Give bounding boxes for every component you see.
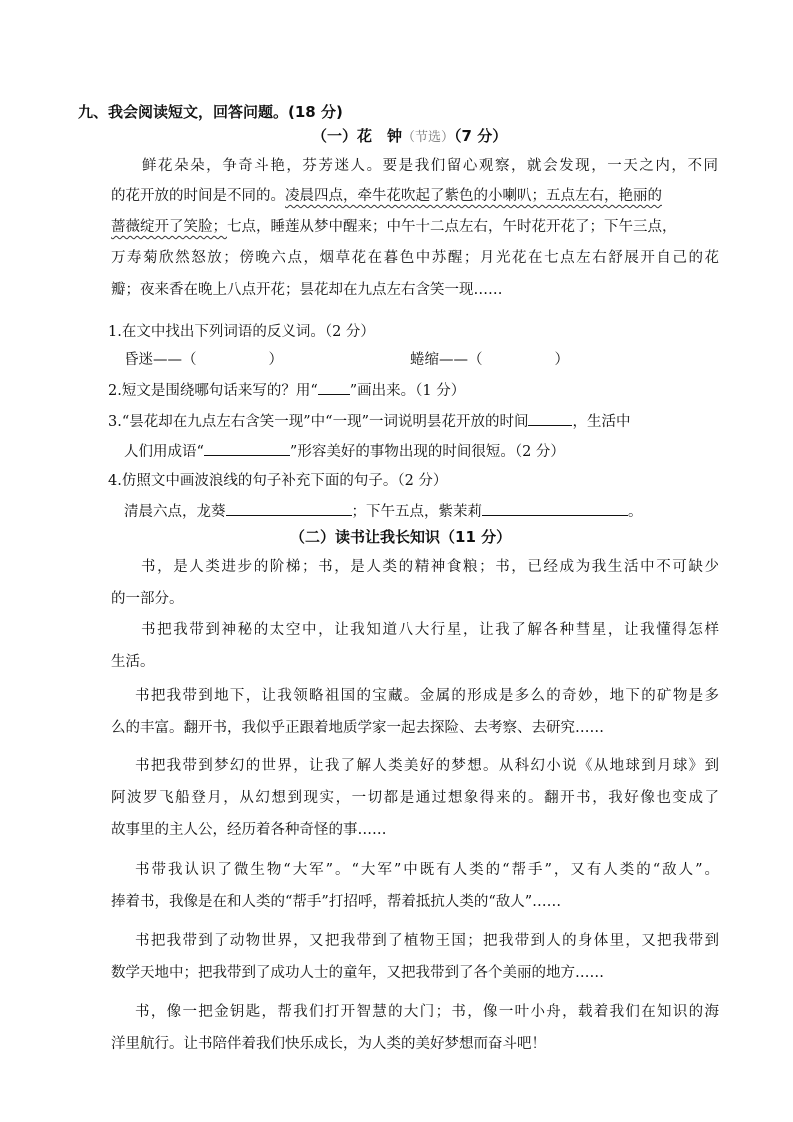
p2-para6-line1: 书把我带到了动物世界，又把我带到了植物王国；把我带到人的身体里，又把我带到 xyxy=(135,933,719,949)
p2-para4-line3: 故事里的主人公，经历着各种奇怪的事…… xyxy=(111,822,387,838)
part1-title-main: （一）花 钟 xyxy=(312,127,403,145)
p2-para3-line1: 书把我带到地下，让我领略祖国的宝藏。金属的形成是多么的奇妙，地下的矿物是多 xyxy=(135,688,719,704)
q1-item2-close: ） xyxy=(554,352,569,368)
q2-text-after: ”画出来。（1 分） xyxy=(349,383,466,399)
q3-text-before: 3.“昙花却在九点左右含笑一现”中“一现”一词说明昙花开放的时间 xyxy=(108,414,529,430)
question-3-line1 xyxy=(108,411,630,432)
q3-answer-blank-1[interactable] xyxy=(528,411,572,426)
p2-para7-line1: 书，像一把金钥匙，帮我们打开智慧的大门；书，像一叶小舟，载着我们在知识的海 xyxy=(135,1004,719,1020)
part1-title-score: （7 分） xyxy=(454,127,508,145)
q3-text-after: ，生活中 xyxy=(572,414,631,430)
q1-item1-close: ） xyxy=(268,352,283,368)
q3-line2-before: 人们用成语“ xyxy=(124,444,204,460)
p2-para4-line1: 书把我带到梦幻的世界，让我了解人类美好的梦想。从科幻小说《从地球到月球》到 xyxy=(135,758,719,774)
part2-title: （二）读书让我长知识（11 分） xyxy=(290,528,512,546)
p2-para2-line1: 书把我带到神秘的太空中，让我知道八大行星，让我了解各种彗星，让我懂得怎样 xyxy=(141,622,719,638)
passage1-plain-text: 七点，睡莲从梦中醒来；中午十二点左右，午时花开花了；下午三点， xyxy=(227,219,677,235)
question-4: 4.仿照文中画波浪线的句子补充下面的句子。（2 分） xyxy=(108,473,448,489)
section-heading: 九、我会阅读短文，回答问题。(18 分) xyxy=(78,103,343,121)
question-3-line2 xyxy=(124,441,565,462)
passage1-line5: 瓣；夜来香在晚上八点开花；昙花却在九点左右含笑一现…… xyxy=(111,282,503,298)
p2-para3-line2: 么的丰富。翻开书，我似乎正跟着地质学家一起去探险、去考察、去研究…… xyxy=(111,720,604,736)
q4-prompt-1: 清晨六点，龙葵 xyxy=(124,504,226,520)
q4-end: 。 xyxy=(628,504,643,520)
q4-answer-blank-2[interactable] xyxy=(482,501,628,516)
p2-para7-line2: 洋里航行。让书陪伴着我们快乐成长，为人类的美好梦想而奋斗吧！ xyxy=(111,1036,546,1052)
part1-title-note: （节选） xyxy=(402,130,455,145)
passage1-line1: 鲜花朵朵，争奇斗艳，芬芳迷人。要是我们留心观察，就会发现，一天之内，不同 xyxy=(142,158,718,174)
passage1-line2 xyxy=(111,186,719,206)
part1-title xyxy=(312,126,507,148)
q1-item1-word: 昏迷——（ xyxy=(124,352,197,368)
passage1-line3 xyxy=(111,217,719,237)
p2-para1-line1: 书，是人类进步的阶梯；书，是人类的精神食粮；书，已经成为我生活中不可缺少 xyxy=(141,559,719,575)
q4-answer-blank-1[interactable] xyxy=(226,501,352,516)
question-1: 1.在文中找出下列词语的反义词。（2 分） xyxy=(108,324,375,340)
q2-text-before: 2.短文是围绕哪句话来写的？用“ xyxy=(108,383,318,399)
p2-para6-line2: 数学天地中；把我带到了成功人士的童年，又把我带到了各个美丽的地方…… xyxy=(111,965,604,981)
p2-para2-line2: 生活。 xyxy=(111,654,155,670)
question-2 xyxy=(108,380,465,401)
p2-para1-line2: 的一部分。 xyxy=(111,591,184,607)
q1-item2 xyxy=(410,350,569,370)
wavy-underlined-sentence: 凌晨四点，牵牛花吹起了紫色的小喇叭；五点左右，艳丽的 xyxy=(285,188,662,204)
q3-line2-after: ”形容美好的事物出现的时间很短。（2 分） xyxy=(289,444,565,460)
q1-item2-word: 蜷缩——（ xyxy=(410,352,483,368)
q1-item1 xyxy=(124,350,283,370)
passage1-line4: 万寿菊欣然怒放；傍晚六点，烟草花在暮色中苏醒；月光花在七点左右舒展开自己的花 xyxy=(111,250,719,266)
q2-underline-sample xyxy=(318,380,350,395)
q4-prompt-2: ；下午五点，紫茉莉 xyxy=(351,504,482,520)
p2-para5-line1: 书带我认识了微生物“大军”。“大军”中既有人类的“帮手”，又有人类的“敌人”。 xyxy=(135,862,719,878)
q3-answer-blank-2[interactable] xyxy=(204,441,290,456)
passage1-plain-text: 的花开放的时间是不同的。 xyxy=(111,188,285,204)
p2-para5-line2: 捧着书，我像是在和人类的“帮手”打招呼，帮着抵抗人类的“敌人”…… xyxy=(111,894,562,910)
p2-para4-line2: 阿波罗飞船登月，从幻想到现实，一切都是通过想象得来的。翻开书，我好像也变成了 xyxy=(111,790,719,806)
q4-answer-line xyxy=(124,501,643,522)
wavy-underlined-sentence-end: 蔷薇绽开了笑脸； xyxy=(111,219,227,235)
